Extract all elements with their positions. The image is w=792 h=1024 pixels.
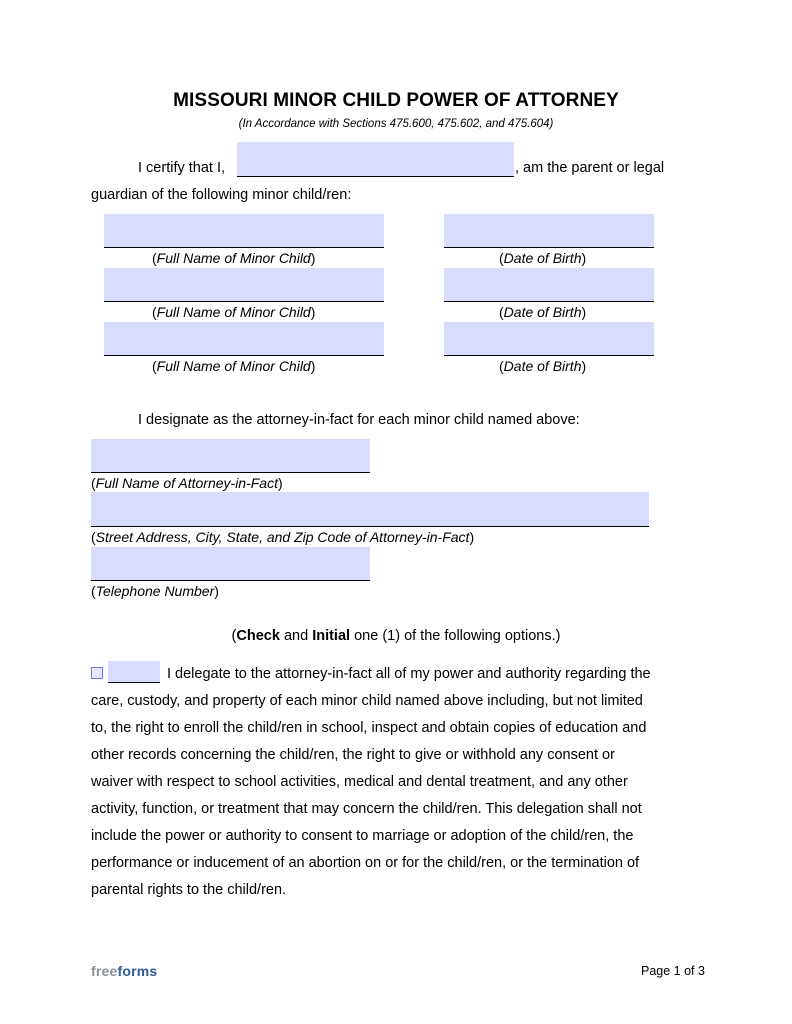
child-dob-caption-2: (Date of Birth) <box>499 304 587 320</box>
option-1-line: other records concerning the child/ren, the right to give or withhold any consent or <box>91 747 615 763</box>
page-number: Page 1 of 3 <box>641 964 705 978</box>
child-name-caption-3: (Full Name of Minor Child) <box>152 358 316 374</box>
option-1-line: waiver with respect to school activities, medical and dental treatment, and any other <box>91 774 628 790</box>
attorney-name-caption: (Full Name of Attorney-in-Fact) <box>91 475 283 491</box>
option-1-line: I delegate to the attorney-in-fact all of my power and authority regarding the <box>167 666 651 682</box>
attorney-phone-field[interactable] <box>91 547 370 581</box>
child-name-field-2[interactable] <box>104 268 384 302</box>
child-dob-field-2[interactable] <box>444 268 654 302</box>
options-instruction: (Check and Initial one (1) of the following options.) <box>231 628 561 644</box>
child-name-caption-1: (Full Name of Minor Child) <box>152 250 316 266</box>
option-1-line: to, the right to enroll the child/ren in school, inspect and obtain copies of education and <box>91 720 647 736</box>
attorney-address-field[interactable] <box>91 492 649 527</box>
option-1-line: parental rights to the child/ren. <box>91 882 287 898</box>
child-name-field-1[interactable] <box>104 214 384 248</box>
option-1-line: performance or inducement of an abortion on or for the child/ren, or the termination of <box>91 855 640 871</box>
certify-line2: guardian of the following minor child/ren: <box>91 187 352 203</box>
child-dob-caption-3: (Date of Birth) <box>499 358 587 374</box>
freeforms-logo: freeforms <box>91 963 158 979</box>
option-1-line: include the power or authority to consent to marriage or adoption of the child/ren, the <box>91 828 634 844</box>
child-name-field-3[interactable] <box>104 322 384 356</box>
option-1-line: care, custody, and property of each minor child named above including, but not limited <box>91 693 643 709</box>
child-dob-field-3[interactable] <box>444 322 654 356</box>
child-dob-field-1[interactable] <box>444 214 654 248</box>
child-name-caption-2: (Full Name of Minor Child) <box>152 304 316 320</box>
certify-suffix: , am the parent or legal <box>515 160 665 176</box>
child-dob-caption-1: (Date of Birth) <box>499 250 587 266</box>
option-1-paragraph <box>91 661 711 904</box>
designate-text: I designate as the attorney-in-fact for each minor child named above: <box>138 412 580 428</box>
attorney-name-field[interactable] <box>91 439 370 473</box>
document-subtitle: (In Accordance with Sections 475.600, 475.602, and 475.604) <box>238 118 554 130</box>
option-1-line: activity, function, or treatment that may concern the child/ren. This delegation shall not <box>91 801 642 817</box>
certify-prefix: I certify that I, <box>138 160 226 176</box>
attorney-phone-caption: (Telephone Number) <box>91 583 219 599</box>
document-title: MISSOURI MINOR CHILD POWER OF ATTORNEY <box>173 90 619 111</box>
attorney-address-caption: (Street Address, City, State, and Zip Code of Attorney-in-Fact) <box>91 529 475 545</box>
parent-name-field[interactable] <box>237 142 514 177</box>
